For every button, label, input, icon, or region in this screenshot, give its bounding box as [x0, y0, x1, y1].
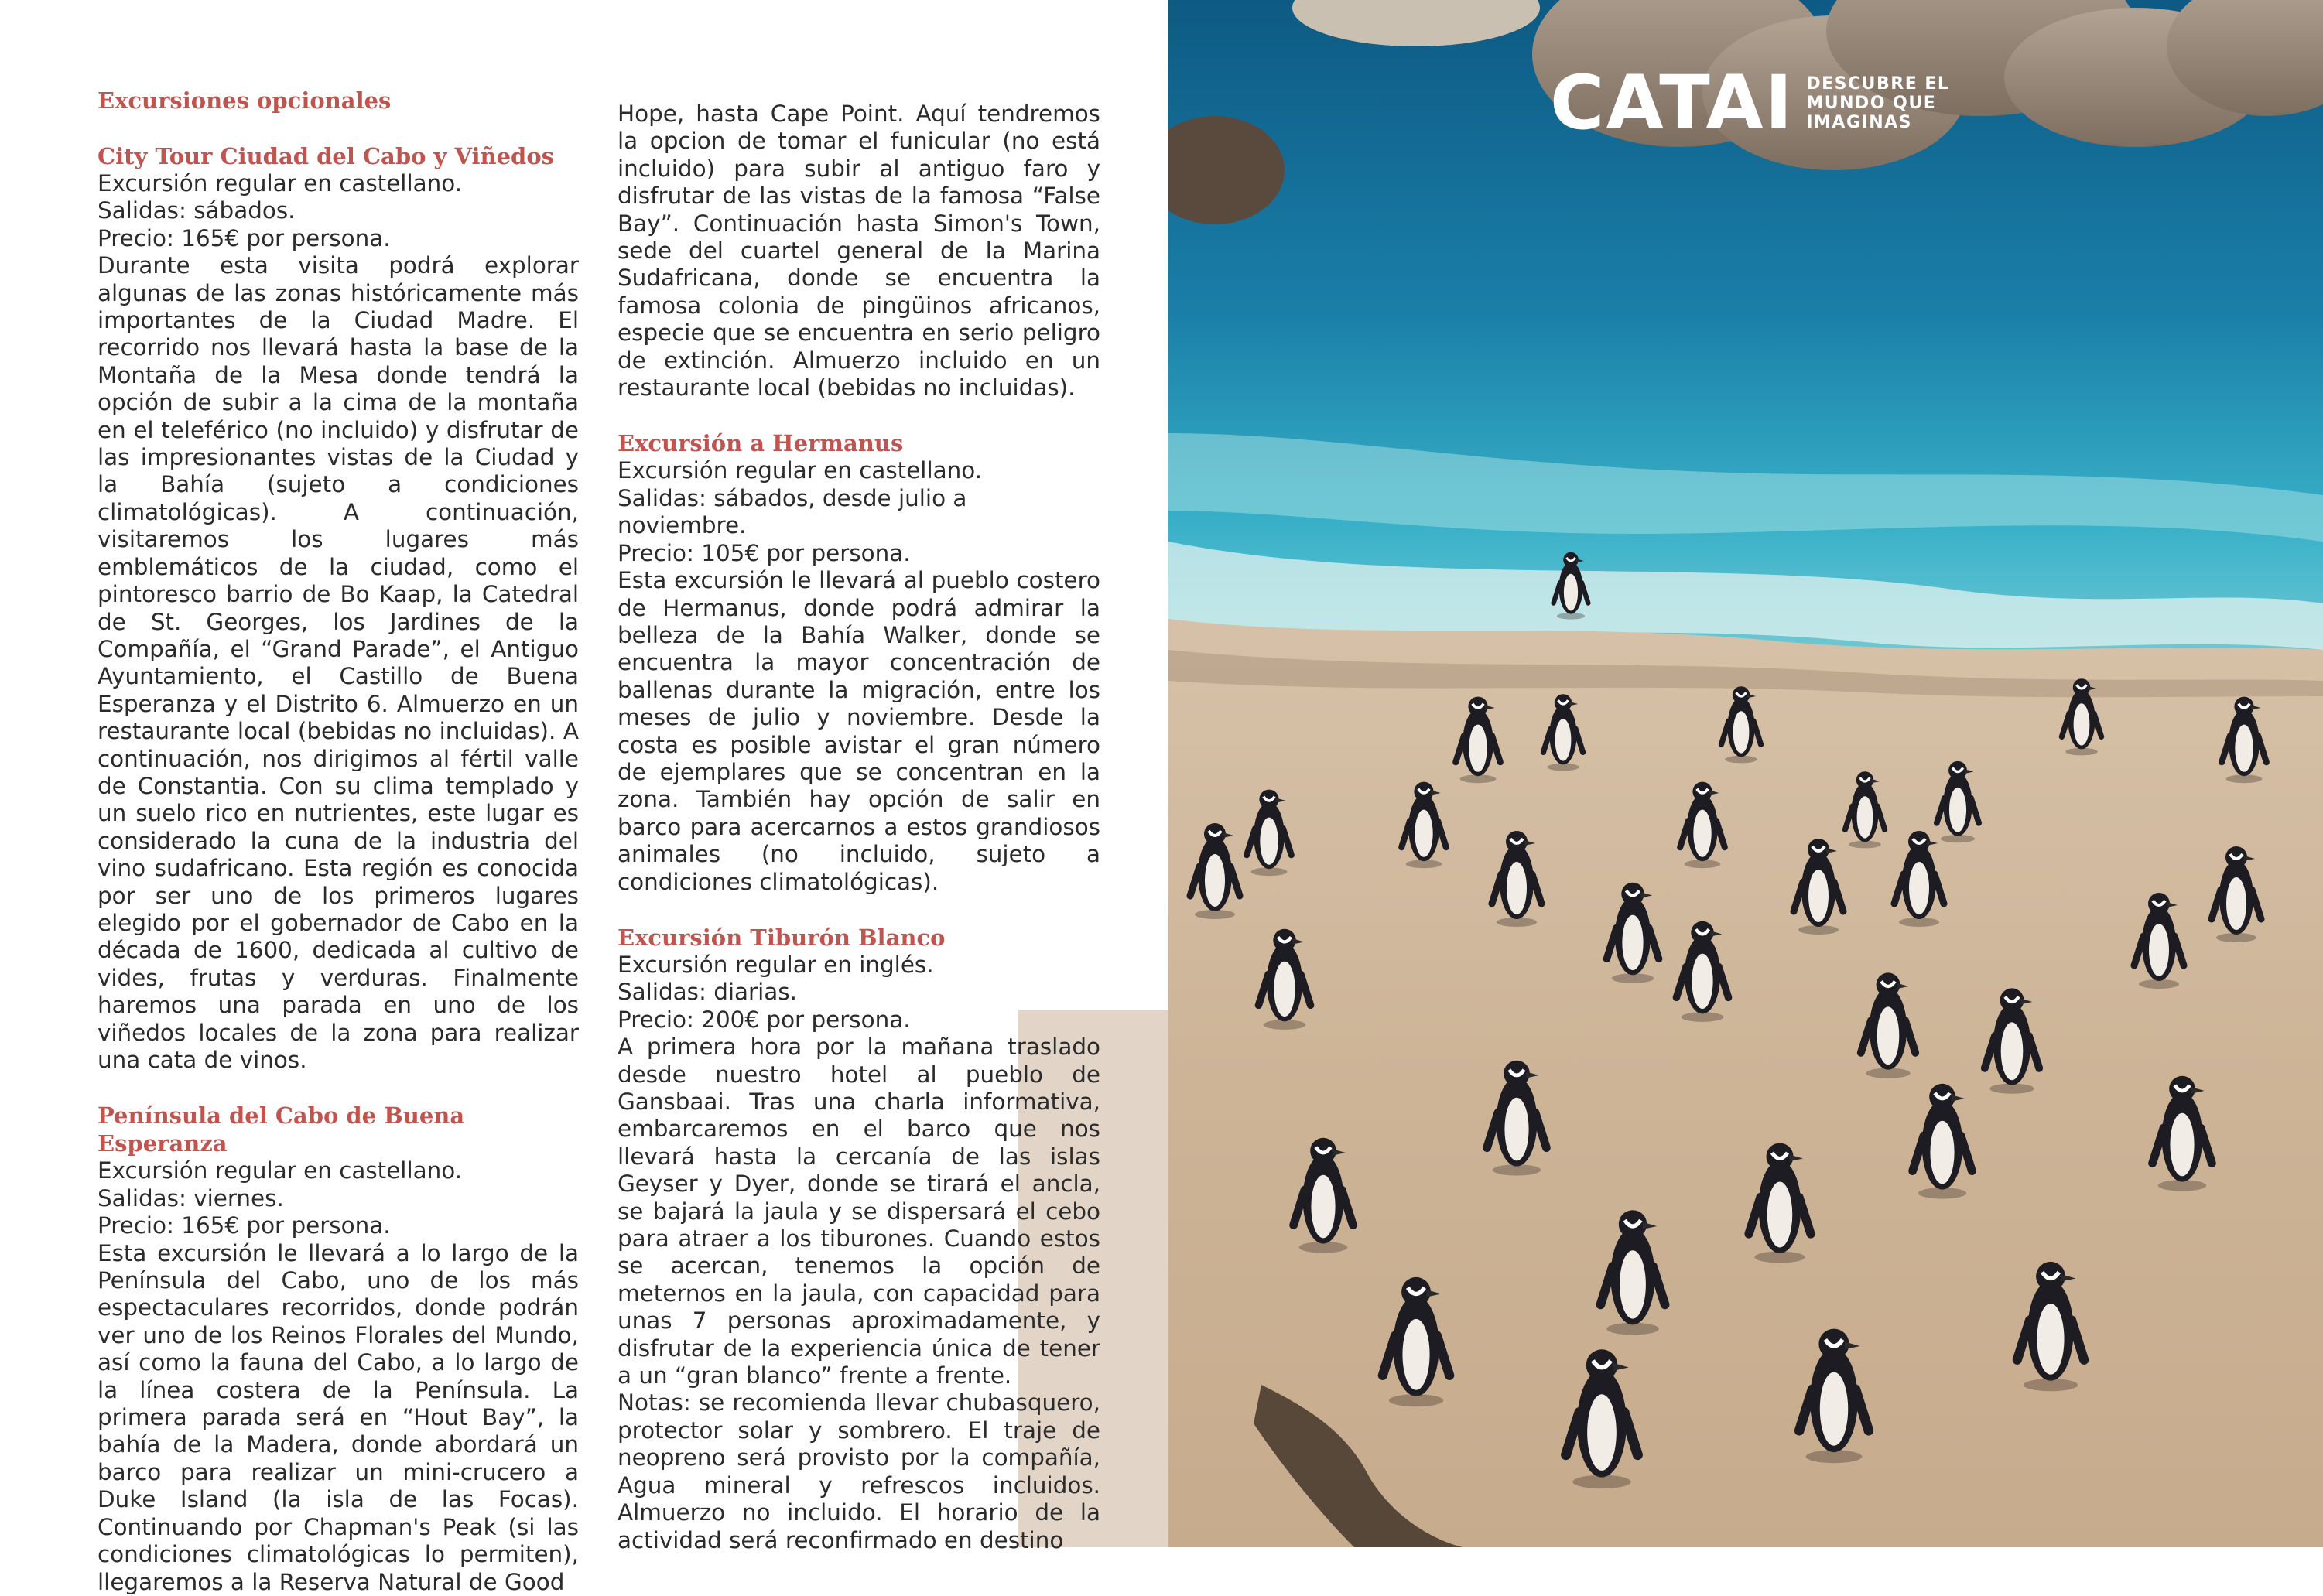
excursion-type: Excursión regular en castellano. — [98, 170, 463, 197]
catai-logo — [1550, 60, 1950, 146]
text-column-middle — [618, 101, 1100, 1554]
brand-wordmark: CATAI — [1550, 60, 1794, 146]
text-column-left — [98, 87, 579, 1596]
penguin-beach-photo — [1168, 0, 2323, 1547]
excursion-type: Excursión regular en castellano. — [618, 457, 983, 484]
brand-tagline-line: DESCUBRE EL — [1806, 73, 1950, 94]
excursion-notes: Notas: se recomienda llevar chubasquero, protector solar y sombrero. El traje de neopreno será provisto por la compañía, Agua mineral y refrescos incluidos. Almuerzo no incluido. El horario de la actividad será reconfirmado en destino — [618, 1389, 1100, 1553]
excursion-type: Excursión regular en inglés. — [618, 951, 934, 978]
excursion-description: Durante esta visita podrá explorar algunas de las zonas históricamente más importantes de la Ciudad Madre. El recorrido nos llevará hasta la base de la Montaña de la Mesa donde tendrá la opción de subir a la cima de la montaña en el teleférico (no incluido) y disfrutar de las impresionantes vistas de la Ciudad y la Bahía (sujeto a condiciones climatológicas). A continuación, visitaremos los lugares más emblemáticos de la ciudad, como el pintoresco barrio de Bo Kaap, la Catedral de St. Georges, los Jardines de la Compañía, el “Grand Parade”, el Antiguo Ayuntamiento, el Castillo de Buena Esperanza y el Distrito 6. Almuerzo en un restaurante local (bebidas no incluidas). A continuación, nos dirigimos al fértil valle de Constantia. Con su clima templado y un suelo rico en nutrientes, este lugar es considerado la cuna de la industria del vino sudafricano. Esta región es conocida por ser uno de los primeros lugares elegido por el gobernador de Cabo en la década de 1600, dedicada al cultivo de vides, frutas y verduras. Finalmente haremos una parada en uno de los viñedos locales de la zona para realizar una cata de vinos. — [98, 252, 579, 1073]
page-heading: Excursiones opcionales — [98, 87, 392, 114]
excursion-price: Precio: 165€ por persona. — [98, 224, 391, 251]
excursion-departures: Salidas: sábados. — [98, 197, 296, 224]
excursion-departures: Salidas: viernes. — [98, 1184, 284, 1212]
excursion-departures: Salidas: diarias. — [618, 979, 797, 1006]
brand-tagline-line: MUNDO QUE — [1806, 93, 1937, 113]
excursion-description: Esta excursión le llevará a lo largo de la Península del Cabo, uno de los más espectaculares recorridos, donde podrán ver uno de los Reinos Florales del Mundo, así como la fauna del Cabo, a lo largo de la línea costera de la Península. La primera parada será en “Hout Bay”, la bahía de la Madera, donde abordará un barco para realizar un mini-crucero a Duke Island (la isla de las Focas). Continuando por Chapman's Peak (si las condiciones climatológicas lo permiten), llegaremos a la Reserva Natural de Good — [98, 1239, 579, 1595]
excursion-description: Esta excursión le llevará al pueblo costero de Hermanus, donde podrá admirar la belleza de la Bahía Walker, donde se encuentra la mayor concentración de ballenas durante la migración, entre los meses de julio y noviembre. Desde la costa es posible avistar el gran número de ejemplares que se concentran en la zona. También hay opción de salir en barco para acercarnos a estos grandiosos animales (no incluido, sujeto a condiciones climatológicas). — [618, 567, 1100, 895]
excursion-title: Península del Cabo de Buena Esperanza — [98, 1102, 465, 1157]
excursion-price: Precio: 165€ por persona. — [98, 1212, 391, 1239]
brand-tagline — [1806, 74, 1949, 132]
excursion-price: Precio: 200€ por persona. — [618, 1006, 911, 1033]
excursion-type: Excursión regular en castellano. — [98, 1157, 463, 1184]
excursion-description-continued: Hope, hasta Cape Point. Aquí tendremos la opcion de tomar el funicular (no está incluido) para subir al antiguo faro y disfrutar de las vistas de la famosa “False Bay”. Continuación hasta Simon's Town, sede del cuartel general de la Marina Sudafricana, donde se encuentra la famosa colonia de pingüinos africanos, especie que se encuentra en serio peligro de extinción. Almuerzo incluido en un restaurante local (bebidas no incluidas). — [618, 101, 1100, 402]
excursion-title: Excursión a Hermanus — [618, 430, 904, 457]
excursion-description: A primera hora por la mañana traslado desde nuestro hotel al pueblo de Gansbaai. Tras una charla informativa, embarcaremos en el barco que nos llevará hasta la cercanía de las islas Geyser y Dyer, donde se tirará el ancla, se bajará la jaula y se dispersará el cebo para atraer a los tiburones. Cuando estos se acercan, tenemos la opción de meternos en la jaula, con capacidad para unas 7 personas aproximadamente, y disfrutar de la experiencia única de tener a un “gran blanco” frente a frente. — [618, 1034, 1100, 1389]
excursion-title: City Tour Ciudad del Cabo y Viñedos — [98, 143, 554, 169]
excursion-departures: Salidas: sábados, desde julio a noviembre. — [618, 484, 967, 539]
brand-tagline-line: IMAGINAS — [1806, 112, 1912, 132]
excursion-price: Precio: 105€ por persona. — [618, 539, 911, 566]
excursion-title: Excursión Tiburón Blanco — [618, 924, 946, 951]
